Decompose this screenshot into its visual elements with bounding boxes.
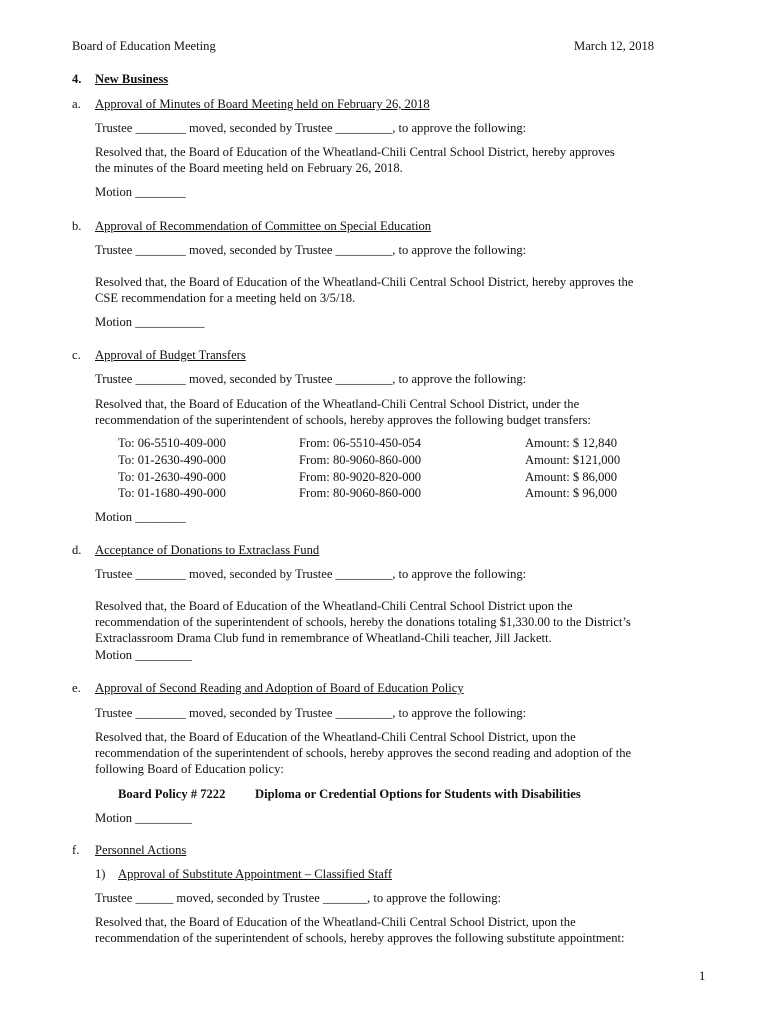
item-b-trustee: Trustee ________ moved, seconded by Trustee _________, to approve the following: — [95, 243, 527, 257]
item-d-resolved-line3: Extraclassroom Drama Club fund in remembrance of Wheatland-Chili teacher, Jill Jackett. — [95, 631, 552, 645]
item-b-motion: Motion ___________ — [95, 315, 205, 329]
item-f-resolved-line2: recommendation of the superintendent of schools, hereby approves the following substitute appointment: — [95, 931, 625, 945]
item-d-resolved-line2: recommendation of the superintendent of schools, hereby the donations totaling $1,330.00 to the District’s — [95, 615, 631, 629]
policy-title: Diploma or Credential Options for Students with Disabilities — [255, 787, 581, 801]
item-e-resolved-line1: Resolved that, the Board of Education of the Wheatland-Chili Central School District, upon the — [95, 730, 576, 744]
transfer-to: To: 01-2630-490-000 — [118, 470, 226, 484]
item-c-title: Approval of Budget Transfers — [95, 348, 246, 362]
item-e-title: Approval of Second Reading and Adoption of Board of Education Policy — [95, 681, 464, 695]
item-a-title: Approval of Minutes of Board Meeting held on February 26, 2018 — [95, 97, 430, 111]
item-d-trustee: Trustee ________ moved, seconded by Trustee _________, to approve the following: — [95, 567, 527, 581]
item-d-motion: Motion _________ — [95, 648, 192, 662]
transfer-to: To: 01-2630-490-000 — [118, 453, 226, 467]
item-f-trustee: Trustee ______ moved, seconded by Trustee _______, to approve the following: — [95, 891, 501, 905]
transfer-to: To: 06-5510-409-000 — [118, 436, 226, 450]
transfer-amount: Amount: $ 96,000 — [525, 486, 618, 500]
item-e-letter: e. — [72, 681, 81, 695]
item-a-letter: a. — [72, 97, 81, 111]
item-d-title: Acceptance of Donations to Extraclass Fund — [95, 543, 320, 557]
item-b-resolved-line1: Resolved that, the Board of Education of the Wheatland-Chili Central School District, hereby approves the — [95, 275, 634, 289]
section-number: 4. — [72, 72, 82, 86]
transfer-amount: Amount: $ 12,840 — [525, 436, 618, 450]
item-b-resolved-line2: CSE recommendation for a meeting held on 3/5/18. — [95, 291, 356, 305]
item-b-letter: b. — [72, 219, 82, 233]
header-date: March 12, 2018 — [574, 39, 655, 53]
item-c-letter: c. — [72, 348, 81, 362]
item-f-title: Personnel Actions — [95, 843, 187, 857]
transfer-amount: Amount: $ 86,000 — [525, 470, 618, 484]
policy-number: Board Policy # 7222 — [118, 787, 226, 801]
item-f-resolved-line1: Resolved that, the Board of Education of the Wheatland-Chili Central School District, upon the — [95, 915, 576, 929]
item-c-motion: Motion ________ — [95, 510, 186, 524]
item-d-resolved-line1: Resolved that, the Board of Education of the Wheatland-Chili Central School District upon the — [95, 599, 573, 613]
section-title: New Business — [95, 72, 169, 86]
item-e-trustee: Trustee ________ moved, seconded by Trustee _________, to approve the following: — [95, 706, 527, 720]
header-title: Board of Education Meeting — [72, 39, 216, 53]
item-e-resolved-line2: recommendation of the superintendent of schools, hereby approves the second reading and adoption of the — [95, 746, 632, 760]
item-a-resolved-line1: Resolved that, the Board of Education of the Wheatland-Chili Central School District, hereby approves — [95, 145, 615, 159]
transfer-amount: Amount: $121,000 — [525, 453, 621, 467]
item-e-motion: Motion _________ — [95, 811, 192, 825]
item-d-letter: d. — [72, 543, 82, 557]
item-f-sub-number: 1) — [95, 867, 106, 881]
page-number: 1 — [699, 969, 706, 983]
item-a-trustee: Trustee ________ moved, seconded by Trustee _________, to approve the following: — [95, 121, 527, 135]
transfer-from: From: 06-5510-450-054 — [299, 436, 422, 450]
transfer-from: From: 80-9060-860-000 — [299, 486, 422, 500]
item-b-title: Approval of Recommendation of Committee on Special Education — [95, 219, 432, 233]
item-f-letter: f. — [72, 843, 80, 857]
item-c-resolved-line1: Resolved that, the Board of Education of the Wheatland-Chili Central School District, under the — [95, 397, 580, 411]
item-a-resolved-line2: the minutes of the Board meeting held on February 26, 2018. — [95, 161, 403, 175]
item-c-resolved-line2: recommendation of the superintendent of schools, hereby approves the following budget transfers: — [95, 413, 591, 427]
transfer-to: To: 01-1680-490-000 — [118, 486, 226, 500]
item-f-sub-title: Approval of Substitute Appointment – Classified Staff — [118, 867, 393, 881]
item-e-resolved-line3: following Board of Education policy: — [95, 762, 284, 776]
item-c-trustee: Trustee ________ moved, seconded by Trustee _________, to approve the following: — [95, 372, 527, 386]
transfer-from: From: 80-9060-860-000 — [299, 453, 422, 467]
item-a-motion: Motion ________ — [95, 185, 186, 199]
transfer-from: From: 80-9020-820-000 — [299, 470, 422, 484]
